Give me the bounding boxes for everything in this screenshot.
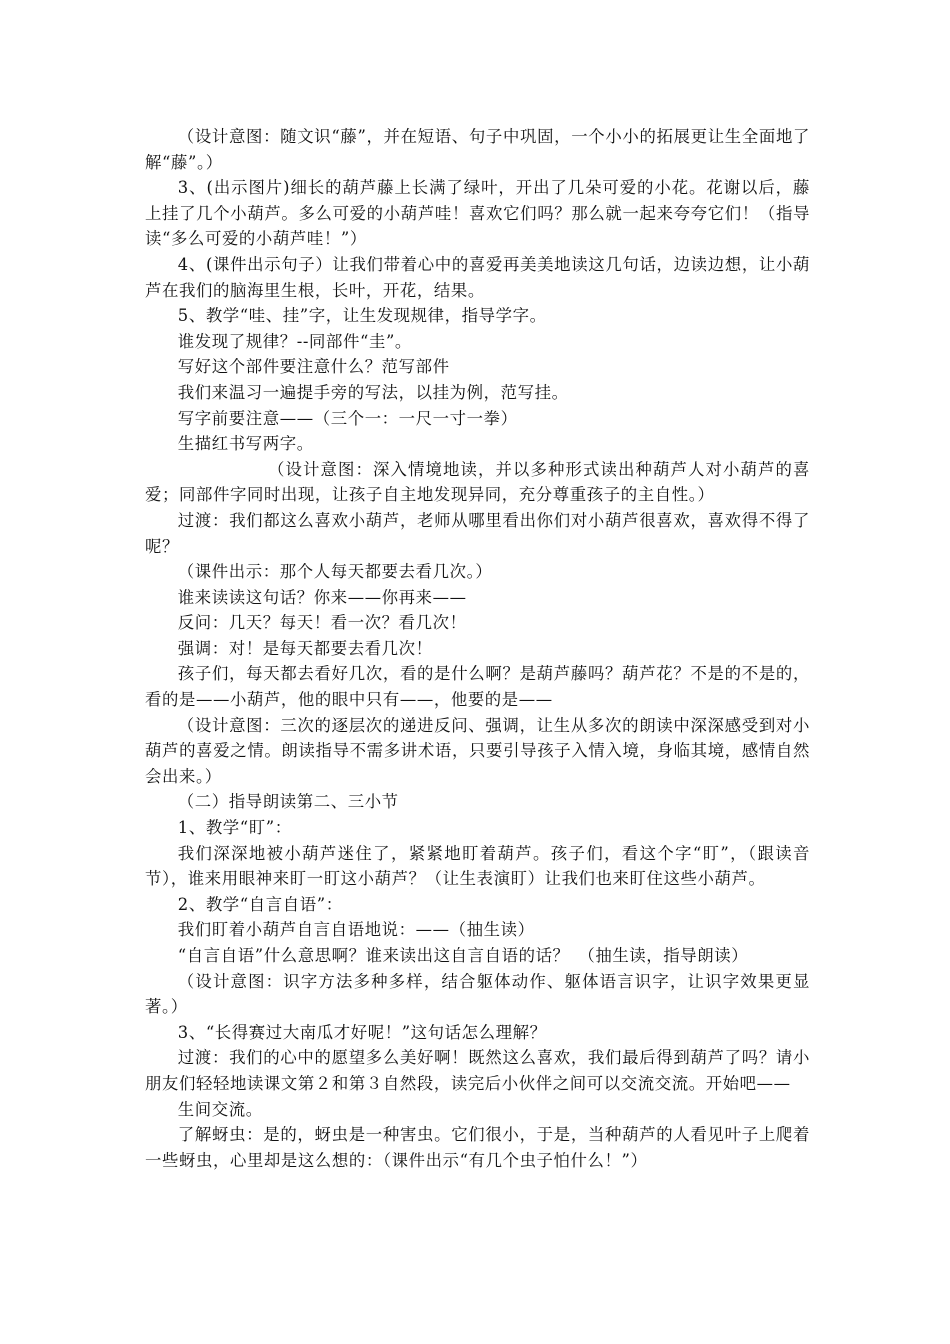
paragraph: 我们深深地被小葫芦迷住了，紧紧地盯着葫芦。孩子们，看这个字“盯”，（跟读音节），谁来用眼神来盯一盯这小葫芦？（让生表演盯）让我们也来盯住这些小葫芦。 bbox=[145, 843, 810, 889]
paragraph: 过渡：我们的心中的愿望多么美好啊！既然这么喜欢，我们最后得到葫芦了吗？请小朋友们轻轻地读课文第２和第３自然段，读完后小伙伴之间可以交流交流。开始吧—— bbox=[145, 1048, 810, 1093]
paragraph: 谁发现了规律？--同部件“圭”。 bbox=[177, 331, 412, 351]
paragraph: 生间交流。 bbox=[177, 1099, 263, 1119]
paragraph: 过渡：我们都这么喜欢小葫芦，老师从哪里看出你们对小葫芦很喜欢，喜欢得不得了呢？ bbox=[145, 510, 810, 556]
paragraph: 生描红书写两字。 bbox=[177, 434, 314, 454]
paragraph: 3、(出示图片)细长的葫芦藤上长满了绿叶，开出了几朵可爱的小花。花谢以后，藤上挂了几个小葫芦。多么可爱的小葫芦哇！喜欢它们吗？那么就一起来夸夸它们！（指导读“多么可爱的小葫芦哇！”） bbox=[145, 178, 810, 249]
paragraph: 谁来读读这句话？你来——你再来—— bbox=[177, 587, 467, 607]
paragraph: （二）指导朗读第二、三小节 bbox=[177, 792, 399, 812]
paragraph: （设计意图：三次的逐层次的递进反问、强调，让生从多次的朗读中深深感受到对小葫芦的喜爱之情。朗读指导不需多讲术语，只要引导孩子入情入境，身临其境，感情自然会出来。） bbox=[145, 715, 810, 786]
paragraph: 2、教学“自言自语”： bbox=[177, 894, 343, 914]
paragraph: （课件出示：那个人每天都要去看几次。） bbox=[177, 562, 493, 582]
paragraph: 强调：对！是每天都要去看几次！ bbox=[177, 638, 433, 658]
paragraph: 写字前要注意——（三个一：一尺一寸一拳） bbox=[177, 408, 518, 428]
paragraph: （设计意图：识字方法多种多样，结合躯体动作、躯体语言识字，让识字效果更显著。） bbox=[145, 971, 810, 1017]
paragraph: 我们盯着小葫芦自言自语地说：——（抽生读） bbox=[177, 920, 535, 940]
paragraph: 我们来温习一遍提手旁的写法，以挂为例，范写挂。 bbox=[177, 382, 569, 402]
paragraph: 5、教学“哇、挂”字，让生发现规律，指导学字。 bbox=[177, 306, 547, 326]
paragraph: 4、(课件出示句子）让我们带着心中的喜爱再美美地读这几句话，边读边想，让小葫芦在我们的脑海里生根，长叶，开花，结果。 bbox=[145, 254, 810, 300]
paragraph: （设计意图：深入情境地读，并以多种形式读出种葫芦人对小葫芦的喜爱；同部件字同时出现，让孩子自主地发现异同，充分尊重孩子的主自性。） bbox=[145, 459, 810, 505]
paragraph: 写好这个部件要注意什么？范写部件 bbox=[177, 357, 450, 377]
paragraph: “自言自语”什么意思啊？谁来读出这自言自语的话？ （抽生读，指导朗读） bbox=[177, 946, 749, 965]
paragraph: 1、教学“盯”： bbox=[177, 818, 292, 838]
paragraph: 反问：几天？每天！看一次？看几次！ bbox=[177, 613, 467, 633]
paragraph: （设计意图：随文识“藤”，并在短语、句子中巩固，一个小小的拓展更让生全面地了解“藤”。） bbox=[145, 127, 810, 172]
paragraph: 了解蚜虫：是的，蚜虫是一种害虫。它们很小，于是，当种葫芦的人看见叶子上爬着一些蚜虫，心里却是这么想的：（课件出示“有几个虫子怕什么！”） bbox=[145, 1125, 810, 1170]
paragraph: 孩子们，每天都去看好几次，看的是什么啊？是葫芦藤吗？葫芦花？不是的不是的，看的是——小葫芦，他的眼中只有——，他要的是—— bbox=[145, 664, 810, 710]
paragraph: 3、“长得赛过大南瓜才好呢！”这句话怎么理解？ bbox=[177, 1022, 547, 1042]
document-body bbox=[145, 124, 810, 1173]
